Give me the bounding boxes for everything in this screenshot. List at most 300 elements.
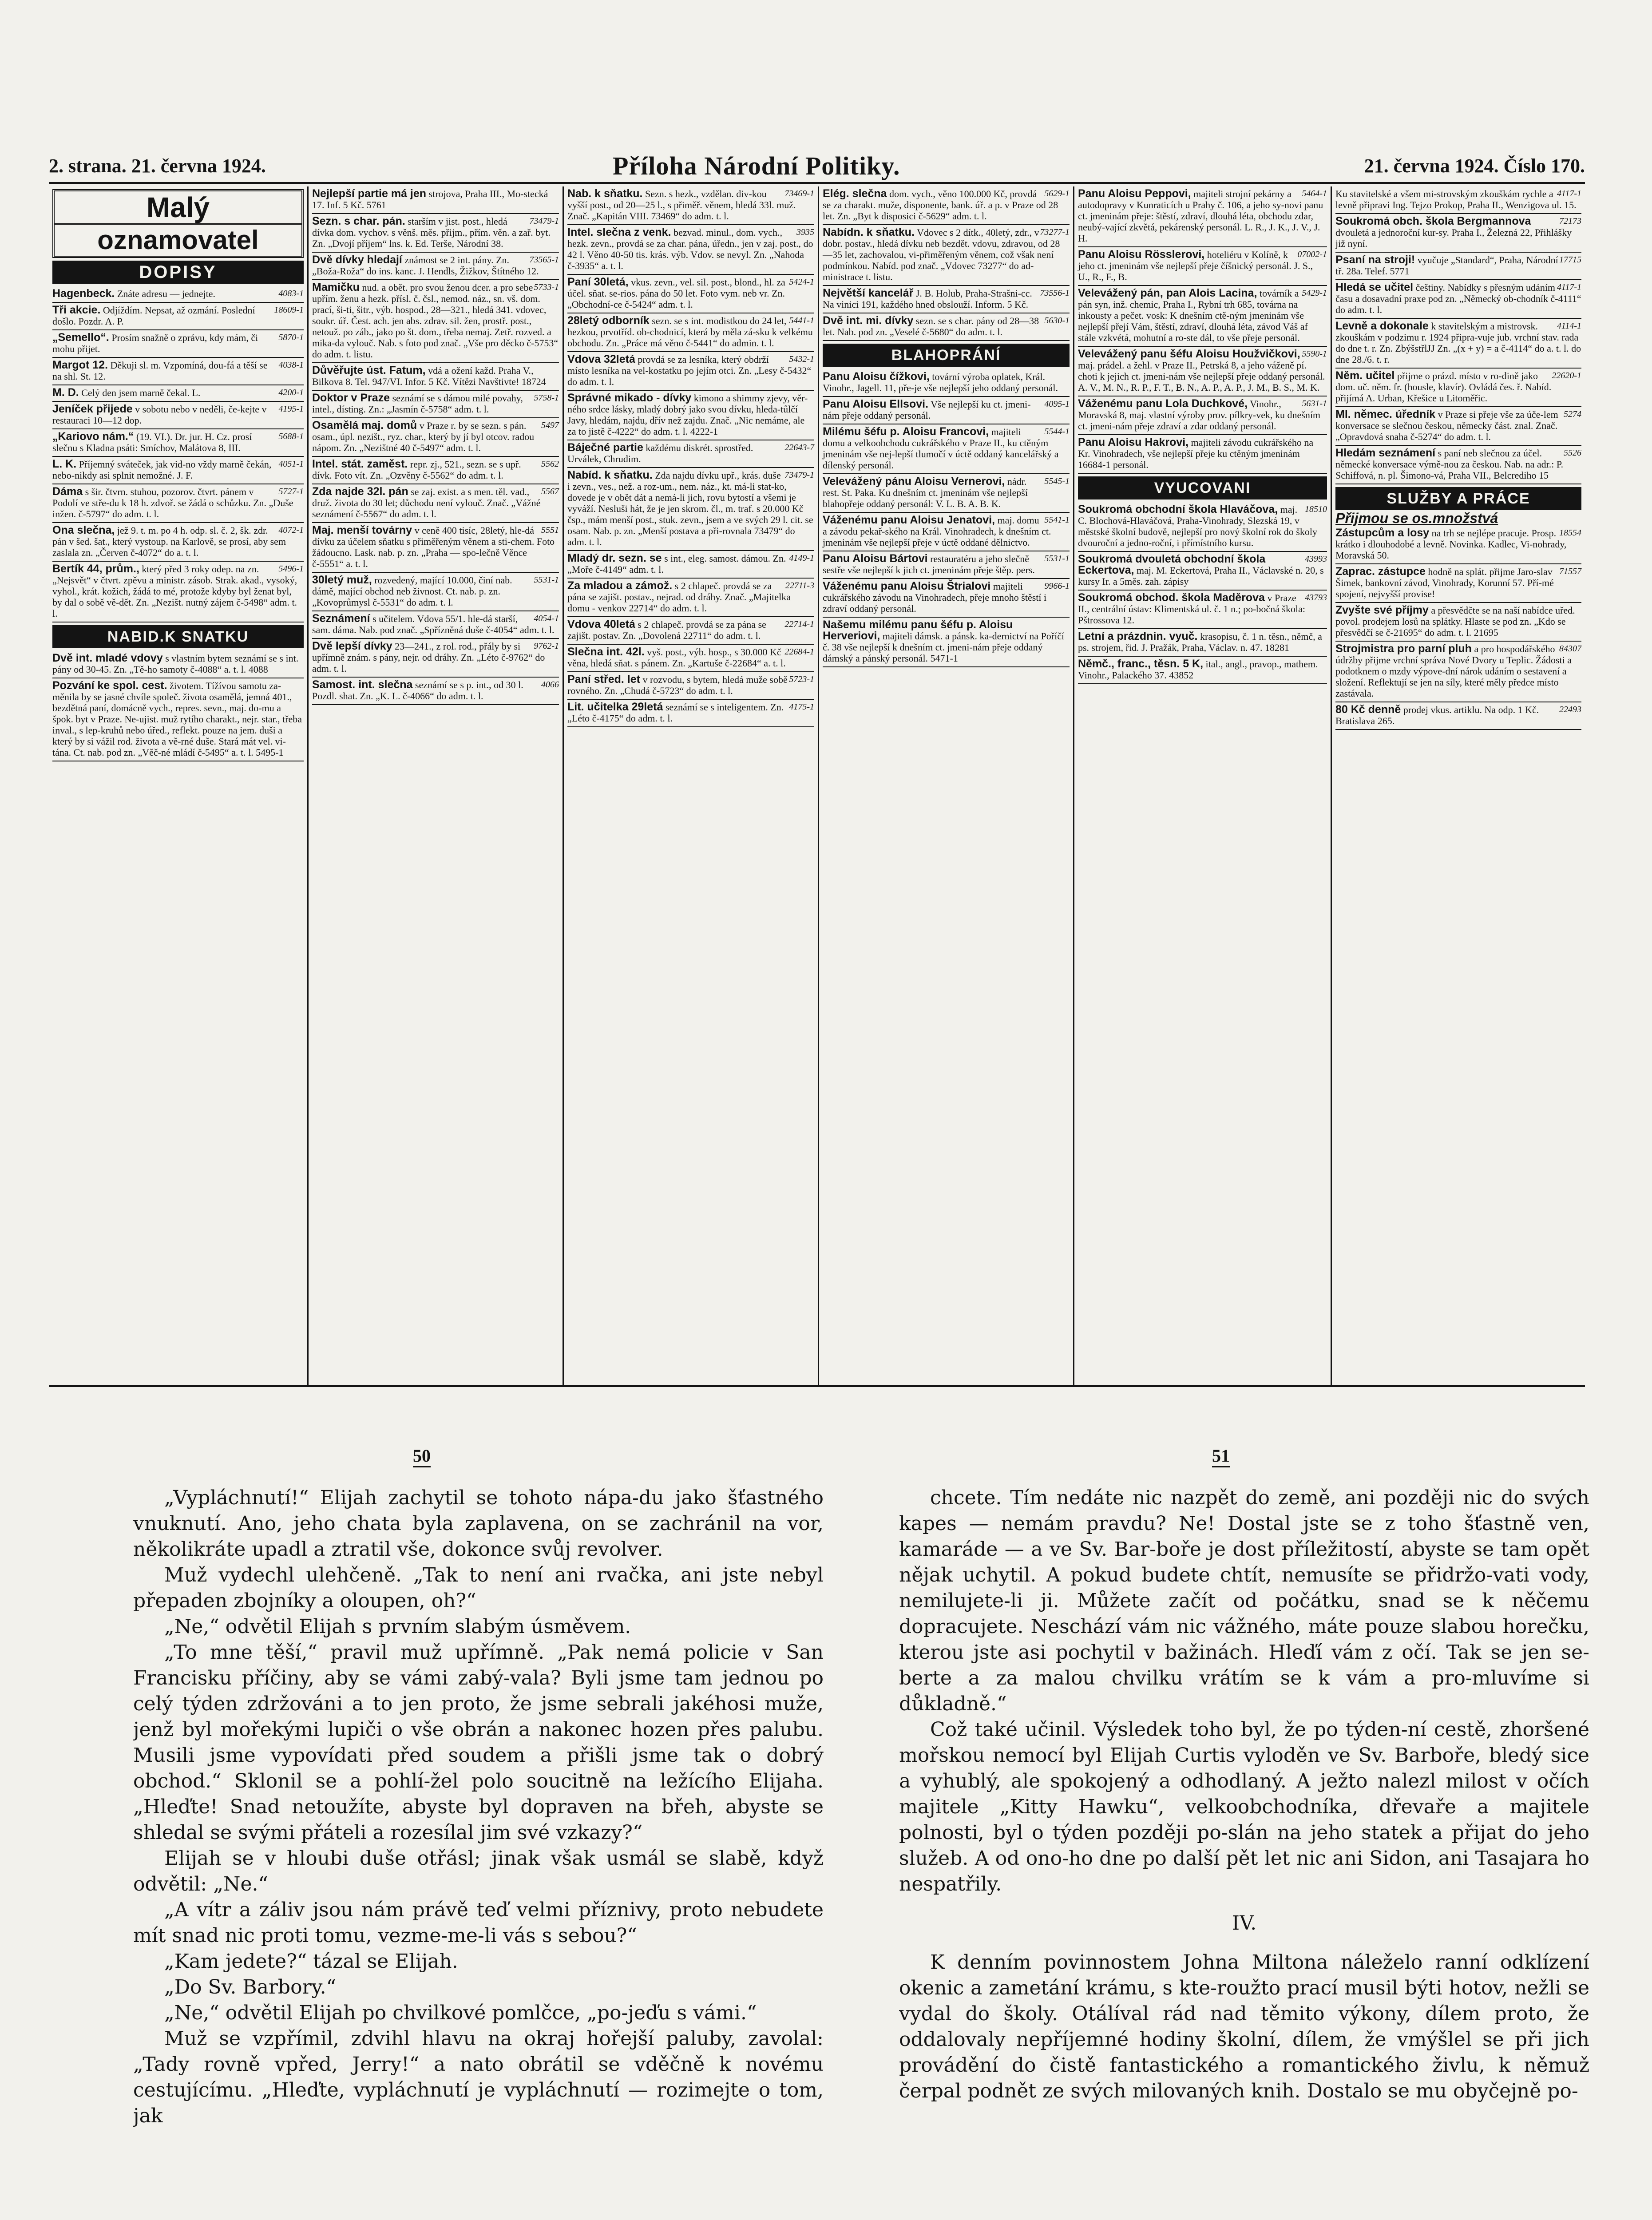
ad-body: restauratéru a jeho slečně sestře vše nejlepší k jich ct. jmeninám přeje štěp. pers. (823, 553, 1035, 575)
ad-title: Dvě int. mi. dívky (823, 314, 914, 327)
ad-title: Zástupcům a losy (1335, 527, 1430, 539)
classified-ad (567, 186, 814, 225)
ad-title: Ml. němec. úředník (1335, 408, 1436, 420)
ad-number: 17715 (1559, 255, 1581, 265)
classified-column-1 (49, 186, 309, 1385)
ad-number: 5733-1 (534, 282, 559, 292)
classified-ad (823, 551, 1070, 579)
classified-ad (567, 645, 814, 672)
ad-title: Panu Aloisu čížkovi, (823, 370, 930, 383)
ad-number: 5526 (1564, 448, 1581, 458)
ad-body: kimono a shimmy zjevy, věr-ného srdce lásky, mladý dobrý jako svou dívku, hleda-tůlčí Javy, hledám, najdu, dřív než zajdu. Znač. „Nic nemáme, ale za to jistě č-4222“ do adm. t. l. 4222-1 (567, 392, 808, 437)
classified-ad (1335, 702, 1581, 730)
ad-title: Nejlepší partie má jen (312, 187, 427, 200)
ad-title: Maj. menší továrny (312, 524, 412, 536)
classified-ad (823, 313, 1070, 341)
classified-ad (312, 639, 559, 678)
ad-body: na trh se nejlépe pracuje. Prosp. krátko i dlouhodobé a levně. Novinka. Kadlec, Vi-nohrady, Moravská 50. (1335, 527, 1567, 561)
story-paragraph: „Do Sv. Barbory.“ (164, 1976, 337, 1998)
story-paragraph: Což také učinil. Výsledek toho byl, že po týden-ní cestě, zhoršené mořskou nemocí byl Elijah Curtis vyloděn ve Sv. Barboře, bledý sice a vyhublý, ale spokojený a odhodlaný. A ježto nalezl milost v očích majitele „Kitty Hawku“, velkoobchodníka, dřevaře a majitele polnosti, byl o týden později po-slán na jeho statek a přijat do jeho služeb. A od ono-ho dne po další pět let nic ani Sidon, ani Tasajara ho nespatřily. (899, 1718, 1589, 1895)
ad-title: Nab. k sňatku. (567, 187, 643, 200)
ad-number: 5567 (541, 487, 559, 496)
ad-body: majiteli domu a velkoobchodu cukrářského v Praze II., ku ctěným jmeninám vše nej-lepší tlumočí v úctě oddaný kancelářský a dílenský personál. (823, 426, 1059, 471)
ad-body: seznámí se s dámou milé povahy, intel., dísting. Zn.: „Jasmín č-5758“ adm. t. l. (312, 392, 523, 415)
classified-ad (1335, 564, 1581, 603)
classified-ad (567, 672, 814, 700)
ad-title: Hledám seznámení (1335, 447, 1436, 459)
ad-number: 4114-1 (1557, 321, 1581, 331)
story-column-left (133, 1485, 824, 2220)
ad-title: Psaní na stroji! (1335, 254, 1415, 266)
classified-ad (567, 468, 814, 551)
classified-ad (312, 457, 559, 484)
ad-body: Vše nejlepší ku ct. jmeni-nám přeje oddaný personál. (823, 399, 1031, 421)
header-title: Příloha Národní Politiky. (613, 151, 900, 180)
classified-ad (1335, 446, 1581, 484)
ad-title: Paní 30letá, (567, 276, 629, 288)
ad-body: s šir. čtvrn. stuhou, pozorov. čtvrt. pánem v Podolí ve stře-du k 18 h. zdvoř. se žádá o schůzku. Zn. „Duše inžen. č-5797“ do adm. t. l. (52, 486, 293, 519)
ad-title: Levně a dokonale (1335, 320, 1429, 332)
story-paragraph: „Kam jedete?“ tázal se Elijah. (164, 1950, 458, 1973)
ad-title: Letní a prázdnin. vyuč. (1078, 630, 1198, 642)
header-date-left: 2. strana. 21. června 1924. (49, 155, 266, 177)
ad-body: Odjíždím. Nepsat, až ozmání. Poslední došlo. Pozdr. A. P. (52, 305, 255, 327)
classified-section (49, 186, 1585, 1385)
story-paragraph: chcete. Tím nedáte nic nazpět do země, ani později nic do svých kapes — nemám pravdu? Ne! Dostal jste se z toho šťastně ven, kamaráde — a ve Sv. Bar-boře je dost příležitostí, abyste se tam opět nějak uchytil. A pokud budete chtít, nemusíte se přidržo-vati vody, nemilujete-li ji. Můžete začít od počátku, snad se k něčemu dopracujete. Neschází vám nic vážného, máte pouze slabou horečku, kterou jste asi pochytil v bažinách. Hleďí vám z očí. Tak se jen se-berte a za malou chvilku vrátím se k vám a pro-mluvíme si důkladně.“ (899, 1487, 1589, 1715)
classified-ad (1078, 396, 1327, 435)
ad-number: 5631-1 (1302, 399, 1327, 408)
story-paragraph: Muž vydechl ulehčeně. „Tak to není ani rvačka, ani jste nebyl přepaden zbojníky a oloupen, oh?“ (133, 1564, 824, 1612)
ad-number: 4195-1 (278, 404, 304, 414)
ad-body: v Praze II., centrální ústav: Klimentská ul. č. 1 n.; po-bočná škola: Pštrossova 12. (1078, 592, 1305, 626)
ad-body: v ceně 400 tisíc, 28letý, hle-dá dívku za účelem sňatku s přiměřeným věnem a sti-chem. Foto žádoucno. Lask. nab. p. zn. „Praha — spo-lečně Věnce č-5551“ a. t. l. (312, 525, 555, 569)
ad-body: maj. prádel. a žehl. v Praze II., Petrská 8, a jeho váženě pí. choti k jejich ct. jmeni-nám vše nejlepší přeje oddaný personál. A. V., M. N., R. P., F. T., B. N., A. P., A. P., J. M., B. S., M. K. (1078, 360, 1325, 393)
classified-ad (52, 286, 304, 303)
classified-ad (823, 186, 1070, 225)
ad-title: Strojmistra pro parní pluh (1335, 642, 1472, 655)
ad-body: s vlastním bytem seznámí se s int. pány od 30-45. Zn. „Tě-ho samoty č-4088“ a. t. l. 4088 (52, 653, 299, 675)
story-paragraph: Elijah se v hloubi duše otřásl; jinak však usmál se slabě, když odvětil: „Ne.“ (133, 1847, 824, 1895)
ad-body: Celý den jsem marně čekal. L. (81, 387, 201, 398)
ad-title: Dvě int. mladé vdovy (52, 652, 163, 664)
ad-number: 18554 (1559, 528, 1581, 538)
ad-title: Váženému panu Lola Duchkové, (1078, 397, 1248, 410)
classified-ad (567, 225, 814, 275)
ad-number: 73479-1 (784, 470, 814, 480)
ad-title: Slečna int. 42l. (567, 646, 645, 658)
ad-number: 5441-1 (789, 316, 814, 325)
ad-title: Za mladou a zámož. (567, 579, 673, 592)
ad-title: Seznámení (312, 612, 370, 625)
ad-title: Nabíd. k sňatku. (567, 469, 653, 481)
classified-ad (1335, 186, 1581, 214)
ad-number: 4083-1 (278, 289, 304, 298)
ad-title: L. K. (52, 458, 77, 470)
ad-body: vyučuje „Standard“, Praha, Národní tř. 28a. Telef. 5771 (1335, 254, 1558, 277)
ad-title: „Kariovo nám.“ (52, 430, 134, 443)
ad-body: dom. vych., věno 100.000 Kč, provdá se za charakt. muže, disponente, bank. úř. a p. v Praze od 28 let. Zn. „Byt k disposici č-5629“ adm. t. l. (823, 188, 1058, 222)
ad-number: 22620-1 (1552, 371, 1581, 381)
classified-ad (1335, 253, 1581, 280)
ad-body: Znáte adresu — jednejte. (117, 288, 215, 299)
ad-body: majiteli dámsk. a pánsk. ka-dernictví na Poříčí č. 38 vše nejlepší k dnešním ct. jmeni-nám přeje oddaný dámský a pánský personál. 5471-1 (823, 630, 1065, 664)
ad-title: Dvě lepší dívky (312, 640, 392, 652)
ad-body: se zaj. exist. a s men. těl. vad., druž. života do 30 let; důchodu není vylouč. Znač. „Vážné seznámení č-5567“ do adm. t. l. (312, 486, 541, 519)
ad-number: 5464-1 (1302, 189, 1327, 198)
ad-title: Intel. stát. zaměst. (312, 458, 408, 470)
ad-number: 5723-1 (789, 674, 814, 684)
ad-body: s paní neb slečnou za účel. německé konversace výmě-nou za českou. Nab. na adr.: P. Schiffová, n. pl. Šimono-vá, Praha VII., Belcrediho 15 (1335, 448, 1564, 481)
classified-bottom-rule (49, 1385, 1585, 1387)
ad-title: Soukromá obch. škola Bergmannova (1335, 215, 1531, 227)
ad-body: Děkuji sl. m. Vzpomíná, dou-fá a těší se na shl. St. 12. (52, 360, 268, 382)
classified-ad (52, 651, 304, 678)
ad-title: Panu Aloisu Rösslerovi, (1078, 248, 1205, 261)
ad-title: 28letý odborník (567, 314, 650, 327)
ad-title: Soukromá obchodní škola Hlaváčova, (1078, 503, 1278, 515)
story-right-part2 (899, 1950, 1589, 2104)
ad-number: 5544-1 (1044, 427, 1070, 436)
ad-number: 5424-1 (789, 277, 814, 287)
ad-body: přijme o prázd. místo v ro-dině jako dom. uč. něm. fr. (housle, klavír). Ovládá čes. ř. Nabíd. přijímá A. Urban, Křešice u Litoměřic. (1335, 370, 1552, 404)
ad-body: krasopisu, č. 1 n. těsn., němč, a ps. strojem, řid. J. Pražák, Praha, Václav. n. 47. 18281 (1078, 631, 1322, 653)
ad-number: 73479-1 (529, 216, 559, 226)
ad-number: 73469-1 (784, 189, 814, 198)
ad-number: 5629-1 (1044, 189, 1070, 198)
ad-body: hodně na splát. přijme Jaro-slav Šimek, bankovní závod, Vinohrady, Korunní 57. Pří-mé spojení, nejvyšší provise! (1335, 566, 1554, 599)
ad-body: Sezn. s hezk., vzdělan. div-kou vyšší post., od 20—25 l., s přiměř. věnem, hledá 33l. muž. Znač. „Kapitán VIII. 73469“ do adm. t. l. (567, 188, 796, 222)
classified-ad (1335, 526, 1581, 564)
classified-ad (312, 484, 559, 523)
ad-body: majiteli cukrářského závodu na Vinohradech, přeje mnoho štěstí i zdraví oddaný personál. (823, 581, 1047, 614)
classified-column-3 (564, 186, 819, 1385)
ad-number: 4149-1 (789, 553, 814, 563)
ad-number: 07002-1 (1297, 250, 1327, 259)
ad-body: bezvad. minul., dom. vych., hezk. zevn., provdá se za char. pána, úředn., jen v zaj. post., do 42 l. Věno 40-50 tis. krás. výb. Vdov. se nevyl. Zn. „Nahoda č-3935“ a. t. l. (567, 227, 813, 271)
ad-body: vyš. post., výb. hosp., s 30.000 Kč věna, hledá sňat. s pánem. Zn. „Kartuše č-22684“ a. t. l. (567, 646, 786, 669)
ad-title: Důvěřujte úst. Fatum, (312, 364, 426, 377)
classified-ad (52, 562, 304, 622)
chapter-heading: IV. (1232, 1912, 1257, 1935)
ad-body: Vdovec s 2 dítk., 40letý, zdr., v dobr. postav., hledá dívku neb bezdět. vdovu, zdravou, od 28—35 let, zachovalou, vi-přiměřeným věnem, což však není podmínkou. Nabíd. pod znač. „Vdovec 73277“ do ad-ministrace t. listu. (823, 227, 1060, 282)
ad-title: Velevážený pán, pan Alois Lacina, (1078, 287, 1257, 299)
classified-ad (52, 385, 304, 402)
ad-number: 5590-1 (1302, 349, 1327, 359)
ad-body: s int., eleg. samost. dámou. Zn. „Moře č-4149“ adm. t. l. (567, 553, 786, 575)
classified-ad (1335, 319, 1581, 369)
ad-number: 5562 (541, 459, 559, 469)
classified-ad (1078, 186, 1327, 247)
ad-number: 72173 (1559, 216, 1581, 226)
ad-number: 73277-1 (1040, 227, 1070, 237)
classified-ad (1078, 629, 1327, 657)
classified-column-6 (1332, 186, 1585, 1385)
classified-ad (1078, 657, 1327, 684)
classified-column-5 (1074, 186, 1332, 1385)
classified-ad (52, 523, 304, 562)
classified-ad (312, 573, 559, 611)
ad-number: 5688-1 (278, 432, 304, 441)
ad-title: Dáma (52, 485, 83, 498)
classified-ad (1078, 552, 1327, 591)
ad-title: Zda najde 32l. pán (312, 485, 408, 498)
ad-body: dvouletá a jednoroční kur-sy. Praha I., Železná 22, Přihlášky již nyní. (1335, 227, 1572, 249)
subcategory-heading: Přijmou se os.množstvá (1335, 510, 1498, 526)
ad-number: 22684-1 (784, 647, 814, 657)
classified-ad (312, 611, 559, 639)
ad-title: Dvě dívky hledají (312, 254, 402, 266)
ad-body: a pro hospodářského údržby přijme vrchní správa Nové Dvory u Teplic. Žádosti a podotknem o mzdy výpove-dní nárok udáním o sestavení a složení. Reflektují se jen na síly, které měly předce místo zastávala. (1335, 643, 1572, 699)
ad-title: Našemu milému panu šéfu p. Aloisu Herveriovi, (823, 618, 1013, 642)
ad-number: 22711-3 (785, 581, 814, 591)
classified-ad (1335, 642, 1581, 702)
ad-body: strojova, Praha III., Mo-stecká 17. Inf. 5 Kč. 5761 (312, 188, 548, 210)
ad-title: M. D. (52, 386, 79, 399)
classified-ad (1078, 286, 1327, 347)
ad-number: 5727-1 (278, 487, 304, 496)
ad-title: Panu Aloisu Bártovi (823, 552, 928, 565)
ad-title: Mladý dr. sezn. se (567, 552, 662, 564)
ad-number: 18510 (1305, 504, 1327, 514)
story-paragraph: „A vítr a záliv jsou nám právě teď velmi příznivy, proto nebudete mít snad nic proti tomu, vezme-me-li vás s sebou?“ (133, 1899, 824, 1947)
ad-number: 4095-1 (1044, 399, 1070, 409)
ad-number: 4051-1 (278, 459, 304, 469)
ad-title: Velevážený panu šéfu Aloisu Houžvičkovi, (1078, 348, 1300, 360)
ad-title: Správné mikado - dívky (567, 392, 692, 404)
ad-title: Něm. učitel (1335, 369, 1395, 382)
ad-number: 5545-1 (1044, 476, 1070, 486)
classified-ad (823, 618, 1070, 667)
ad-title: Ona slečna, (52, 524, 115, 536)
ad-title: Hagenbeck. (52, 287, 115, 300)
ad-title: 80 Kč denně (1335, 703, 1401, 716)
ad-body: a přesvědčte se na naší nabídce uřed. povol. prodejem losů na splátky. Hlaste se pod zn. „Kdo se přesvědčí se č-21695“ do adm. t. l. 21695 (1335, 605, 1575, 638)
ad-number: 4072-1 (278, 525, 304, 535)
classified-ad (1078, 502, 1327, 552)
category-band: DOPISY (52, 261, 304, 284)
ad-body: Příjemný sváteček, jak vid-no vždy marně čekán, nebo-nikdy asi splnit nemožné. J. F. (52, 459, 272, 481)
ad-number: 4117-1 (1557, 189, 1581, 198)
ad-number: 5496-1 (278, 564, 304, 574)
ad-title: Margot 12. (52, 359, 108, 371)
ad-body: repr. zj., 521., sezn. se s upř. dívk. Foto vít. Zn. „Ozvěny č-5562“ do adm. t. l. (312, 459, 521, 481)
section-logo (52, 189, 304, 258)
story-paragraph: Muž se vzpřímil, zdvihl hlavu na okraj hořejší paluby, zavolal: „Tady rovně vpřed, Jerry!“ a nato obrátil se vděčně k novému cestujícímu. „Hleďte, vypláchnutí je vypláchnutí — rozimejte o tom, jak (133, 2027, 824, 2127)
ad-body: hoteliéru v Kolíně, k jeho ct. jmeninám vše nejlepší přeje číšnický personál. J. S., U., R., F., B. (1078, 249, 1313, 282)
ad-body: Prosím snažně o zprávu, kdy mám, či mohu přijet. (52, 332, 258, 354)
ad-body: Zda najdu dívku upř., krás. duše i zevn., ves., než. a roz-um., nem. náz., kt. má-li stat-ko, dovede je v obět dát a nemá-li jich, rovu bytostí a všemi je vyváží. Nesluši hát, že je jen skrom. čl., m. traf. s 20.000 Kč čsp., mám menší post., stuk. zevn., jsem a ve svých 29 l. cit. se osam. Nab. p. zn. „Menší postava a při-rovnala 73479“ do adm. t. l. (567, 470, 813, 547)
ad-title: Samost. int. slečna (312, 678, 413, 691)
ad-number: 5432-1 (789, 354, 814, 364)
ad-number: 71557 (1559, 567, 1581, 576)
ad-body: známost se 2 int. pány. Zn. „Boža-Roža“ do ins. kanc. J. Hendls, Žižkov, Štítného 12. (312, 254, 539, 277)
classified-ad (52, 484, 304, 523)
classified-ad (1078, 591, 1327, 629)
ad-body: 23—241., z rol. rod., přály by si upřímně znám. s pány, nejr. od dráhy. Zn. „Léto č-9762“ do adm. t. l. (312, 641, 545, 674)
story-paragraph: „Ne,“ odvětil Elijah s prvním slabým úsměvem. (164, 1615, 631, 1638)
classified-ad (823, 397, 1070, 424)
ad-title: Panu Aloisu Ellsovi. (823, 398, 929, 410)
ad-body: (19. VI.). Dr. jur. H. Cz. prosí slečnu s Kladna psáti: Smíchov, Malátova 8, III. (52, 431, 252, 453)
category-band: NABID.K SNATKU (52, 625, 304, 648)
ad-number: 5274 (1564, 409, 1581, 419)
ad-number: 4066 (541, 680, 559, 690)
ad-title: Váženému panu Aloisu Štrialovi (823, 580, 991, 592)
classified-ad (567, 352, 814, 391)
ad-title: Jeníček přijede (52, 403, 133, 415)
classified-ad (823, 225, 1070, 286)
ad-body: maj. M. Eckertová, Praha II., Václavské n. 20, s kursy Ir. a 5měs. zah. zápisy (1078, 565, 1324, 587)
ad-body: majiteli strojní pekárny a autodopravy v Kunraticích u Prahy č. 106, a jeho sy-novi panu ct. jmeninám přeje: štěstí, zdraví, dlouhá léta, obchodu zdar, neubý-vající zkvětá, pekárenský personál. L. R., J. K., J. V., J. H. (1078, 188, 1323, 244)
ad-body: rozvedený, mající 10.000, činí nab. dámě, mající obchod neb živnost. Ct. nab. p. zn. „Kovoprůmysl č-5531“ do adm. t. l. (312, 575, 512, 608)
ad-body: životem. Tížívou samotu za-měnila by se jasné chvíle společ. života osamělá, jemná 401., bezdětná paní, domácně vych., repres. sevn., maj. do-mu a špok. byt v Praze. Ne-ujist. muž rytího charakt., nejr. star., třeba inval., s lep-kruhů nebo úřed., reflekt. pouze na jem. duši a který by si vážil rod. života a vě-rné duše. Stará mát vel. vi-tána. Ct. nab. pod zn. „Věč-né mládí č-5495“ a. t. l. 5495-1 (52, 680, 302, 758)
ad-number: 4038-1 (278, 360, 304, 370)
classified-ad (312, 523, 559, 573)
ad-body: nádr. rest. St. Paka. Ku dnešním ct. jmeninám vše nejlepší blahopřeje oddaný personál: V. L. B. A. B. K. (823, 476, 1028, 509)
header-issue: 21. června 1924. Číslo 170. (1364, 155, 1585, 177)
ad-title: Vdova 32letá (567, 353, 635, 365)
ad-title: Němč., franc., těsn. 5 K, (1078, 658, 1204, 670)
ad-title: Intel. slečna z venk. (567, 226, 671, 238)
ad-number: 5531-1 (1044, 554, 1070, 563)
classified-ad (1078, 247, 1327, 286)
ad-title: Panu Aloisu Peppovi, (1078, 187, 1191, 200)
classified-ad (567, 391, 814, 440)
classified-ad (823, 474, 1070, 513)
ad-body: vdá a ožení každ. Praha V., Bilkova 8. Tel. 947/VI. Infor. 5 Kč. Vítězi Navštivte! 18724 (312, 365, 546, 387)
ad-title: Vdova 40letá (567, 618, 635, 630)
ad-number: 9966-1 (1044, 581, 1070, 591)
classified-column-2 (309, 186, 564, 1385)
ad-title: Milému šéfu p. Aloisu Francovi, (823, 425, 989, 438)
ad-title: Bertík 44, prům., (52, 563, 139, 575)
header-rule (49, 182, 1585, 184)
ad-body: Ku stavitelské a všem mi-strovským zkouškám rychle a levně připravi Ing. Tejzo Prokop, Praha II., Wenzigova ul. 15. (1335, 188, 1577, 210)
ad-number: 5758-1 (534, 393, 559, 403)
story-column-right (899, 1485, 1589, 2220)
ad-number: 4200-1 (278, 388, 304, 397)
ad-body: s učitelem. Vdova 55/1. hle-dá starší, sam. dáma. Nab. pod znač. „Spřízněná duše č-4054“ adm. t. l. (312, 613, 555, 635)
category-band: BLAHOPRÁNÍ (823, 344, 1070, 367)
ad-title: Tři akcie. (52, 304, 101, 316)
classified-ad (1335, 369, 1581, 407)
ad-number: 18609-1 (274, 305, 304, 315)
ad-title: Pozvání ke spol. cest. (52, 679, 167, 692)
story-paragraph: „Vypláchnutí!“ Elijah zachytil se tohoto nápa-du jako šťastného vnuknutí. Ano, jeho chata byla zaplavena, on se zachránil na vor, několikráte upadl a ztratil vše, dokonce svůj revolver. (133, 1487, 824, 1561)
ad-title: Báječné partie (567, 441, 643, 454)
ad-number: 4175-1 (789, 702, 814, 712)
ad-number: 22714-1 (784, 619, 814, 629)
classified-ad (823, 513, 1070, 551)
classified-ad (52, 402, 304, 429)
ad-body: Vinohr., Moravská 8, maj. vlastní výroby prov. pílkry-vek, ku dnešním ct. jmeni-nám přeje zdraví a zdar oddaný personál. (1078, 398, 1321, 432)
ad-body: starším v jist. post., hledá dívka dom. vychov. s věnš. měs. přijm., přím. věn. a zař. byt. Zn. „Dvojí příjem“ lns. k. Ed. Terše, Národní 38. (312, 216, 551, 249)
ad-body: maj. domu a závodu pekař-ského na Král. Vinohradech, k dnešním ct. jmeninám vše nejlepší přeje v úctě oddané dělnictvo. (823, 515, 1051, 548)
classified-ad (823, 369, 1070, 397)
classified-ad (52, 358, 304, 385)
ad-body: provdá se za lesníka, který obdrží místo lesníka na vel-kostatku po jejím otci. Zn. „Lesy č-5432“ do adm. t. l. (567, 354, 812, 387)
classified-ad (567, 275, 814, 313)
ad-body: seznámí se s p. int., od 30 l. Pozdl. shat. Zn. „K. L. č-4066“ do adm. t. l. (312, 679, 523, 702)
classified-ad (312, 280, 559, 363)
ad-body: majiteli závodu cukrářského na Kr. Vinohradech, vše nejlepší přeje ku ctěným jmeninám 16684-1 personál. (1078, 437, 1314, 470)
classified-ad (52, 303, 304, 330)
classified-ad (52, 330, 304, 358)
ad-body: s 2 chlapeč. provdá se za pána se zajišt. postav. Zn. „Dovolená 22711“ do adm. t. l. (567, 619, 766, 641)
story-paragraph: „Ne,“ odvětil Elijah po chvilkové pomlčce, „po-jeďu s vámi.“ (164, 2002, 757, 2024)
story-right-part1 (899, 1485, 1589, 1897)
ad-title: Hledá se učitel (1335, 281, 1414, 293)
ad-number: 5429-1 (1302, 288, 1327, 298)
ad-body: maj. C. Blochová-Hlaváčová, Praha-Vinohrady, Slezská 19, v městské školní budově, nejlepší pro nový školní rok do školy dvouroční a jedno-roční, i přímístního kursu. (1078, 504, 1317, 548)
ad-body: továrník a pán syn, inž. chemic, Praha I., Rybní trh 685, továrna na inkousty a pečet. vosk: K dnešním ctě-ným jmeninám vše nejlepší přejí Vám, štěstí, zdraví, dlouhá léta, závod Váš af stále vzkvétá, mohutní a ro-ste dál, to vše přeje personál. (1078, 288, 1308, 343)
classified-ad (823, 579, 1070, 618)
ad-number: 22493 (1559, 705, 1581, 714)
ad-title: Zaprac. zástupce (1335, 565, 1426, 578)
story-paragraph: „To mne těší,“ pravil muž upřímně. „Pak nemá policie v San Francisku příčiny, aby se vámi zabý-vala? Byli jsme tam jednou po celý týden zdržováni a to jen proto, že jsme sebrali jakéhosi muže, jenž byl mořekými lupiči o vše obrán a nakonec hozen přes palubu. Musili jsme vypovídati před soudem a přišli jsme tak o dobrý obchod.“ Sklonil se a pohlí-žel polo soucitně na ležícího Elijaha. „Hleďte! Snad netoužíte, abyste byl dopraven na břeh, abyste se shledal se svými přáteli a rozesílal jim své vzkazy?“ (133, 1641, 824, 1844)
ad-number: 5541-1 (1044, 515, 1070, 525)
ad-number: 3935 (796, 227, 814, 237)
ad-number: 43793 (1305, 593, 1327, 603)
ad-body: k stavitelským a mistrovsk. zkouškám v podzimu r. 1924 připra-vuje jub. vrchní stav. rada do dne t. r. Zn. ZbýšstřlJJ Zn. „(x + y) = a č-4114“ do a. t. l. do dne 28./6. t. r. (1335, 321, 1581, 365)
classified-ad (1078, 435, 1327, 474)
ad-number: 5551 (541, 525, 559, 535)
classified-ad (1335, 214, 1581, 253)
ad-number: 84307 (1559, 644, 1581, 654)
classified-ad (312, 186, 559, 214)
ad-title: Doktor v Praze (312, 392, 390, 404)
page-header (49, 151, 1585, 182)
classified-ad (567, 579, 814, 617)
ad-body: sezn. se s char. pány od 28—38 let. Nab. pod zn. „Veselé č-5680“ do adm. t. l. (823, 315, 1039, 337)
classified-ad (312, 418, 559, 457)
classified-ad (312, 214, 559, 253)
ad-body: tovární výroba oplatek, Král. Vinohr., Jagell. 11, pře-je vše nejlepší jeho oddaný personál. (823, 371, 1058, 393)
classified-ad (567, 313, 814, 352)
ad-title: Osamělá maj. domů (312, 419, 417, 432)
ad-title: Největší kancelář (823, 287, 914, 299)
ad-title: Nabídn. k sňatku. (823, 226, 915, 238)
page-number-left: 50 (413, 1445, 431, 1467)
ad-number: 5630-1 (1044, 316, 1070, 325)
ad-number: 5497 (541, 420, 559, 430)
classified-ad (567, 551, 814, 579)
ad-number: 43993 (1305, 554, 1327, 564)
ad-title: Váženému panu Aloisu Jenatovi, (823, 514, 995, 526)
ad-number: 22643-7 (784, 443, 814, 452)
page-number-right: 51 (1212, 1445, 1230, 1467)
ad-body: v sobotu nebo v neděli, če-kejte v restauraci 10—12 dop. (52, 404, 267, 426)
ad-body: v Praze r. by se sezn. s pán. osam., úpl. nezišt., ryz. char., který by jí byl otcov. radou nápom. Zn. „Nezištné 40 č-5497“ adm. t. l. (312, 420, 535, 453)
ad-number: 73565-1 (529, 255, 559, 265)
ad-title: Sezn. s char. pán. (312, 215, 405, 227)
story-paragraph: K denním povinnostem Johna Miltona náleželo ranní odklízení okenic a zametání krámu, s kte-roužto prací musil býti hotov, nežli se vydal do školy. Otálíval rád nad těmito výkony, dílem proto, že oddalovaly nepříjemné hodiny školní, dílem, že vmýšlel se při jich provádění do čistě fantastického a romantického živlu, k němuž čerpal podnět ze svých milovaných knih. Dostalo se mu obyčejně po- (899, 1951, 1589, 2102)
ad-body: nud. a obět. pro svou ženou dcer. a pro sebe upřím. ženu a hezk. přísl. č. čsl., nemod. náz., sn. vš. dom. prací, ši-ti, šitr., výb. hospod., 28—321., hledá 341. vdovec, soukr. úř. Čest. ach. jen abs. zdrav. sil. žen, prostř. post., netouž. po záb., jako po št. dom., třeba nemaj. Zetř. rozved. a mika-da vylouč. Nab. s foto pod znač. „Vše pro děcko č-5753“ do adm. t. listu. (312, 282, 559, 360)
ad-body: ital., angl., pravop., mathem. Vinohr., Palackého 37. 43852 (1078, 658, 1318, 681)
ad-body: který před 3 roky odep. na zn. „Nejsvět“ v čtvrt. zpěvu a ministr. zásob. Strak. akad., vysoký, vyhol., krát. kožich, žádá to mé, protože kdyby byl ženat byl, by dal o sobě vě-dět. Zn. „Nezišt. nutný zájem č-5498“ adm. t. l. (52, 563, 297, 619)
ad-number: 9762-1 (534, 641, 559, 651)
classified-ad (312, 391, 559, 418)
classified-ad (567, 440, 814, 468)
ad-title: 30letý muž, (312, 574, 372, 586)
ad-title: Zvyšte své příjmy (1335, 604, 1429, 616)
ad-number: 4054-1 (534, 614, 559, 623)
ad-body: češtiny. Nabídky s přesným udáním času a dosavadní praxe pod zn. „Německý ob-chodník č-4111“ do adm. t. l. (1335, 282, 1581, 315)
classified-ad (567, 700, 814, 727)
ad-body: jež 9. t. m. po 4 h. odp. sl. č. 2, šk. zdr. pán v šed. šat., který vystoup. na Karlově, se prosí, aby sem zaslala zn. „Červen č-4072“ do a. t. l. (52, 525, 286, 558)
ad-number: 4117-1 (1557, 282, 1581, 292)
classified-ad (52, 457, 304, 484)
